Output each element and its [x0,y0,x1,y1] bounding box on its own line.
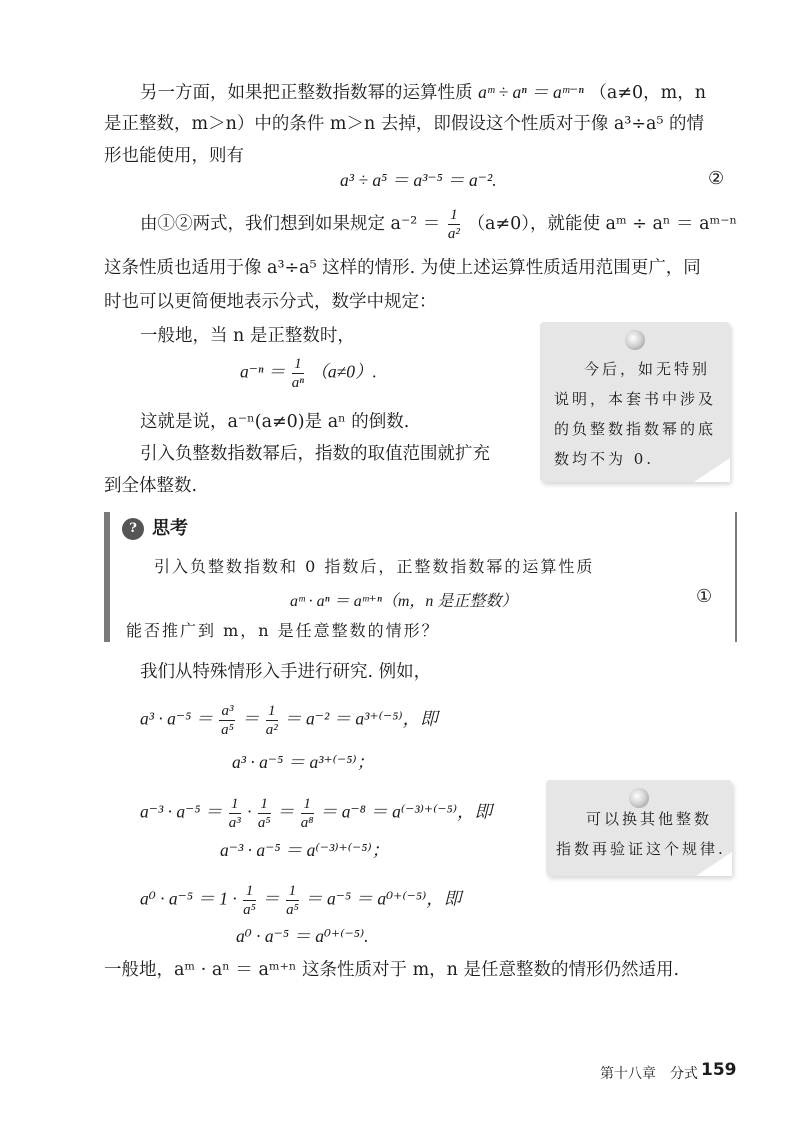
definition-intro: 一般地，当 n 是正整数时， [140,326,355,346]
think-line1: 引入负整数指数和 0 指数后，正整数指数幂的运算性质 [154,557,595,576]
example-2-frac2 [258,795,271,832]
fraction-denominator: a² [447,226,460,242]
study-intro: 我们从特殊情形入手进行研究. 例如， [140,662,432,682]
fraction-numerator: 1 [286,882,299,901]
fraction-denominator: a² [265,722,278,738]
definition-meaning: 这就是说，a⁻ⁿ(a≠0)是 aⁿ 的倒数. [140,412,410,432]
example-1-frac2 [266,702,278,739]
example-2-post: ＝ a⁻⁸ ＝ a⁽⁻³⁾⁺⁽⁻⁵⁾，即 [319,801,493,822]
fraction-denominator: a⁵ [286,902,299,918]
fraction-denominator: aⁿ [291,375,304,391]
page-curl [694,458,730,482]
para1-line3: 形也能使用，则有 [104,146,244,166]
fraction-denominator: a⁵ [221,722,234,738]
think-box [104,512,737,642]
fraction-numerator: 1 [301,795,314,814]
equation-2-tag: ② [708,168,725,189]
definition-rhs: （a≠0）. [310,361,377,382]
side-note-2 [546,780,732,876]
pin-icon [625,330,645,350]
fraction-numerator: a³ [221,703,234,719]
lightbulb-icon: ? [122,518,144,540]
side-note-1 [540,322,730,482]
think-title [122,514,188,540]
para1-line1-text: 另一方面，如果把正整数指数幂的运算性质 [140,83,473,103]
example-3-pre: a⁰ · a⁻⁵ ＝ 1 · [140,888,237,909]
fraction-numerator: 1 [292,355,304,374]
think-title-text: 思考 [152,518,188,539]
page-curl [696,852,732,876]
example-3-frac2 [286,882,299,919]
example-2-pre: a⁻³ · a⁻⁵ ＝ [140,801,223,822]
para1-line1-cond: （a≠0，m，n [589,83,706,103]
example-1-post: ＝ a⁻² ＝ a³⁺⁽⁻⁵⁾，即 [284,708,438,729]
fraction-denominator: a⁵ [243,902,256,918]
conclusion: 一般地，aᵐ · aⁿ ＝ aᵐ⁺ⁿ 这条性质对于 m，n 是任意整数的情形仍然适用. [104,960,680,980]
example-3-mid: ＝ [262,888,280,909]
side-note-1-text: 今后，如无特别说明，本套书中涉及的负整数指数幂的底数均不为 0. [554,360,717,468]
example-2-dot: · [247,801,252,822]
fraction-numerator: 1 [448,206,460,225]
example-3-post: ＝ a⁻⁵ ＝ a⁰⁺⁽⁻⁵⁾，即 [305,888,462,909]
example-1-mid: ＝ [241,708,260,729]
example-1-frac1 [219,702,235,739]
think-line3: 能否推广到 m，n 是任意整数的情形？ [126,621,440,640]
definition-extend-line1: 引入负整数指数幂后，指数的取值范围就扩充 [140,444,490,464]
fraction-denominator: a⁵ [257,815,271,831]
example-2 [140,795,492,832]
think-tag: ① [696,586,715,607]
equation-2: a³ ÷ a⁵ ＝ a³⁻⁵ ＝ a⁻². [340,170,497,190]
example-3-result: a⁰ · a⁻⁵ ＝ a⁰⁺⁽⁻⁵⁾. [236,926,369,946]
example-2-result: a⁻³ · a⁻⁵ ＝ a⁽⁻³⁾⁺⁽⁻⁵⁾； [220,840,390,860]
para2-line1-pre: 由①②两式，我们想到如果规定 a⁻² ＝ [140,214,441,234]
example-2-mid: ＝ [276,801,295,822]
para2-fraction [448,206,460,243]
para2-line3: 时也可以更简便地表示分式，数学中规定： [104,292,437,312]
fraction-denominator: a³ [228,815,241,831]
para1-line1 [140,80,706,105]
fraction-numerator: 1 [258,795,271,814]
think-formula: aᵐ · aⁿ ＝ aᵐ⁺ⁿ（m，n 是正整数） [290,593,518,610]
para1-line1-formula: aᵐ ÷ aⁿ ＝ aᵐ⁻ⁿ [478,82,584,102]
para2-line1 [140,206,737,243]
example-2-frac3 [301,795,314,832]
page-number: 159 [701,1060,737,1080]
fraction-numerator: 1 [266,702,278,721]
fraction-denominator: a⁸ [300,815,314,831]
fraction-numerator: 1 [243,882,256,901]
definition-lhs: a⁻ⁿ ＝ [240,361,286,382]
para2-line2: 这条性质也适用于像 a³÷a⁵ 这样的情形. 为使上述运算性质适用范围更广，同 [104,258,701,278]
example-2-frac1 [229,795,241,832]
definition-fraction [292,355,304,392]
para2-line1-post: （a≠0），就能使 aᵐ ÷ aⁿ ＝ aᵐ⁻ⁿ [467,214,738,234]
example-1 [140,702,438,739]
example-3 [140,882,461,919]
example-1-result: a³ · a⁻⁵ ＝ a³⁺⁽⁻⁵⁾； [232,752,375,772]
definition-formula [240,355,377,392]
chapter-label: 第十八章 分式 [600,1066,698,1082]
para1-line2: 是正整数，m＞n）中的条件 m＞n 去掉，即假设这个性质对于像 a³÷a⁵ 的情 [104,114,705,134]
definition-extend-line2: 到全体整数. [104,476,198,496]
example-3-frac1 [243,882,256,919]
side-note-2-text: 可以换其他整数指数再验证这个规律. [556,810,726,858]
fraction-numerator: 1 [229,795,241,814]
example-1-pre: a³ · a⁻⁵ ＝ [140,708,214,729]
